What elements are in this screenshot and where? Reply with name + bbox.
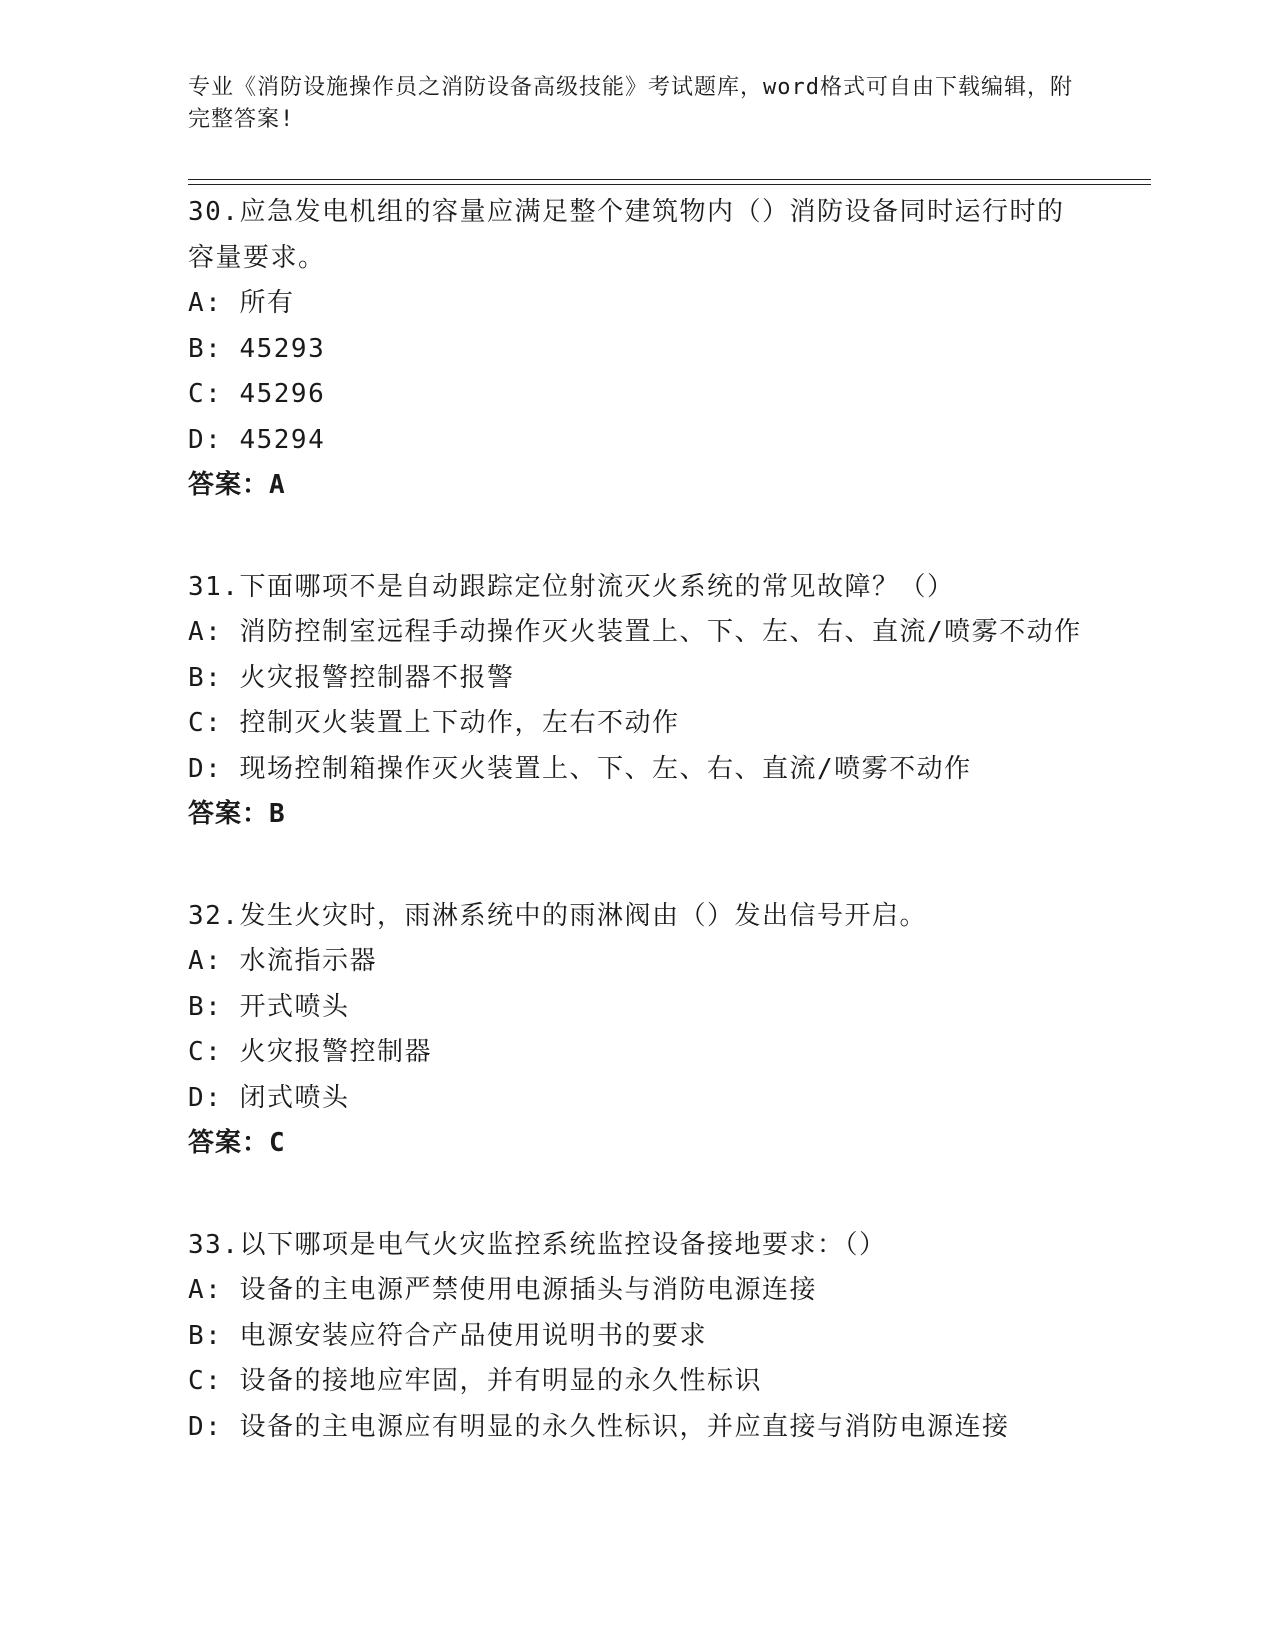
option-a xyxy=(188,281,1088,327)
question-text: 发生火灾时，雨淋系统中的雨淋阀由（）发出信号开启。 xyxy=(239,900,927,931)
option-label: C: xyxy=(188,379,223,409)
option-label: B: xyxy=(188,1320,223,1351)
answer-value: B xyxy=(269,799,286,829)
option-label: B: xyxy=(188,991,223,1022)
option-c xyxy=(188,372,1088,418)
option-d xyxy=(188,418,1088,464)
option-label: D: xyxy=(188,1082,223,1113)
question-text: 以下哪项是电气火灾监控系统监控设备接地要求：（） xyxy=(239,1229,887,1260)
option-text: 水流指示器 xyxy=(239,946,377,976)
answer-label: 答案： xyxy=(188,470,270,500)
question-list xyxy=(188,190,1088,1506)
option-b xyxy=(188,656,1088,702)
option-a xyxy=(188,610,1088,656)
option-label: C: xyxy=(188,708,223,738)
answer-label: 答案： xyxy=(188,1128,270,1158)
header-divider-top xyxy=(188,179,1151,180)
option-text: 所有 xyxy=(239,288,295,318)
option-text: 开式喷头 xyxy=(239,991,350,1022)
answer-label: 答案： xyxy=(188,799,270,829)
option-d xyxy=(188,1405,1088,1451)
answer-value: C xyxy=(269,1128,286,1158)
option-label: D: xyxy=(188,424,223,455)
question-number: 33. xyxy=(188,1229,240,1260)
option-d xyxy=(188,1076,1088,1122)
option-label: D: xyxy=(188,1411,223,1442)
option-text: 闭式喷头 xyxy=(239,1082,350,1113)
question-31 xyxy=(188,565,1088,838)
question-stem xyxy=(188,190,1088,281)
option-label: C: xyxy=(188,1037,223,1067)
option-text: 45296 xyxy=(239,379,326,409)
option-text: 火灾报警控制器不报警 xyxy=(239,662,515,693)
question-32 xyxy=(188,894,1088,1167)
option-text: 设备的主电源应有明显的永久性标识，并应直接与消防电源连接 xyxy=(239,1411,1010,1442)
option-text: 45293 xyxy=(239,333,326,364)
question-stem xyxy=(188,565,1088,611)
question-stem xyxy=(188,894,1088,940)
option-label: A: xyxy=(188,1275,223,1305)
answer-line xyxy=(188,792,1088,838)
answer-line xyxy=(188,463,1088,509)
option-a xyxy=(188,1268,1088,1314)
option-d xyxy=(188,747,1088,793)
option-a xyxy=(188,939,1088,985)
option-label: D: xyxy=(188,753,223,784)
option-label: B: xyxy=(188,662,223,693)
option-b xyxy=(188,985,1088,1031)
question-number: 31. xyxy=(188,571,240,602)
option-c xyxy=(188,701,1088,747)
option-text: 45294 xyxy=(239,424,326,455)
question-text: 应急发电机组的容量应满足整个建筑物内（）消防设备同时运行时的容量要求。 xyxy=(188,197,1065,273)
question-stem xyxy=(188,1223,1088,1269)
option-b xyxy=(188,1314,1088,1360)
question-30 xyxy=(188,190,1088,509)
option-text: 设备的接地应牢固，并有明显的永久性标识 xyxy=(239,1366,762,1396)
option-text: 现场控制箱操作灭火装置上、下、左、右、直流/喷雾不动作 xyxy=(239,753,972,784)
option-text: 控制灭火装置上下动作，左右不动作 xyxy=(239,708,680,738)
question-number: 32. xyxy=(188,900,240,931)
option-c xyxy=(188,1359,1088,1405)
option-text: 电源安装应符合产品使用说明书的要求 xyxy=(239,1320,707,1351)
option-label: C: xyxy=(188,1366,223,1396)
option-label: B: xyxy=(188,333,223,364)
question-33 xyxy=(188,1223,1088,1451)
option-text: 火灾报警控制器 xyxy=(239,1037,432,1067)
option-label: A: xyxy=(188,617,223,647)
answer-value: A xyxy=(269,470,286,500)
option-text: 消防控制室远程手动操作灭火装置上、下、左、右、直流/喷雾不动作 xyxy=(239,617,1082,647)
question-text: 下面哪项不是自动跟踪定位射流灭火系统的常见故障？（） xyxy=(239,571,955,602)
header-divider-bottom xyxy=(188,184,1151,185)
option-label: A: xyxy=(188,288,223,318)
document-header-text: 专业《消防设施操作员之消防设备高级技能》考试题库，word格式可自由下载编辑，附完整答案! xyxy=(188,75,1073,132)
option-b xyxy=(188,327,1088,373)
option-c xyxy=(188,1030,1088,1076)
question-number: 30. xyxy=(188,197,240,227)
answer-line xyxy=(188,1121,1088,1167)
option-label: A: xyxy=(188,946,223,976)
option-text: 设备的主电源严禁使用电源插头与消防电源连接 xyxy=(239,1275,817,1305)
